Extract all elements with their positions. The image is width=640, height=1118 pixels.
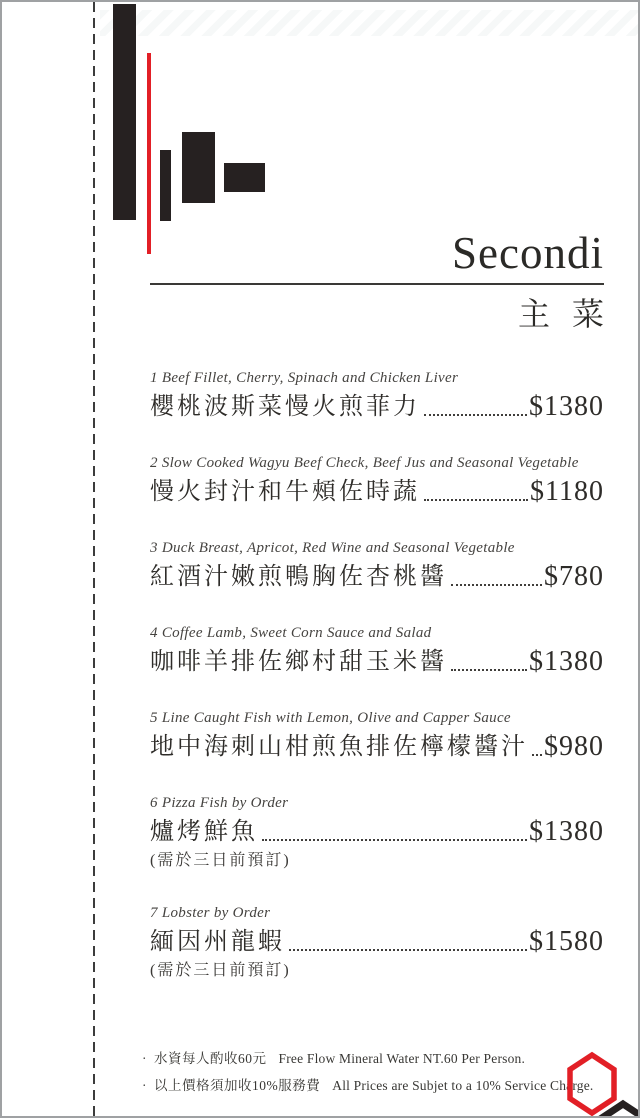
dotted-leader bbox=[532, 754, 542, 756]
dotted-leader bbox=[451, 669, 527, 671]
item-description: 4 Coffee Lamb, Sweet Corn Sauce and Salad bbox=[150, 625, 432, 641]
menu-item bbox=[150, 369, 604, 422]
footer-note-zh: 水資每人酌收60元 bbox=[154, 1051, 267, 1066]
decor-red-stroke bbox=[147, 53, 151, 254]
item-price: $1380 bbox=[529, 646, 604, 677]
menu-item bbox=[150, 904, 604, 982]
item-description: 2 Slow Cooked Wagyu Beef Check, Beef Jus and Seasonal Vegetable bbox=[150, 455, 579, 471]
page-title: Secondi bbox=[452, 228, 604, 278]
dotted-leader bbox=[451, 584, 542, 586]
dotted-leader bbox=[424, 499, 528, 501]
dish-name-zh: 地中海刺山柑煎魚排佐檸檬醬汁 bbox=[150, 734, 528, 760]
item-description: 5 Line Caught Fish with Lemon, Olive and Capper Sauce bbox=[150, 710, 511, 726]
page-title-zh: 主菜 bbox=[517, 296, 626, 332]
item-description: 7 Lobster by Order bbox=[150, 905, 271, 921]
footer-notes bbox=[142, 1049, 598, 1096]
title-divider bbox=[150, 283, 604, 285]
item-description: 1 Beef Fillet, Cherry, Spinach and Chicken Liver bbox=[150, 370, 459, 386]
preorder-note: (需於三日前預訂) bbox=[150, 852, 291, 869]
item-price: $1180 bbox=[530, 476, 604, 507]
item-description: 3 Duck Breast, Apricot, Red Wine and Seasonal Vegetable bbox=[150, 540, 515, 556]
dish-name-zh: 爐烤鮮魚 bbox=[150, 819, 258, 845]
item-row bbox=[150, 562, 604, 592]
footer-note bbox=[142, 1076, 598, 1096]
item-description: 6 Pizza Fish by Order bbox=[150, 795, 289, 811]
dotted-leader bbox=[289, 949, 527, 951]
decor-bar-tall bbox=[113, 4, 136, 220]
preorder-note: (需於三日前預訂) bbox=[150, 962, 291, 979]
footer-note-en: Free Flow Mineral Water NT.60 Per Person. bbox=[278, 1051, 526, 1066]
dotted-leader bbox=[262, 839, 527, 841]
bullet-icon: · bbox=[142, 1078, 147, 1093]
decor-bar-wide bbox=[224, 163, 265, 192]
item-price: $980 bbox=[544, 731, 604, 762]
item-row bbox=[150, 647, 604, 677]
item-price: $780 bbox=[544, 561, 604, 592]
bullet-icon: · bbox=[142, 1051, 147, 1066]
hexagon-logo-icon bbox=[560, 1047, 640, 1118]
item-row bbox=[150, 477, 604, 507]
dish-name-zh: 咖啡羊排佐鄉村甜玉米醬 bbox=[150, 649, 447, 675]
left-dashed-rule bbox=[93, 2, 95, 1116]
item-row bbox=[150, 817, 604, 847]
item-row bbox=[150, 732, 604, 762]
item-row bbox=[150, 927, 604, 957]
footer-note bbox=[142, 1049, 598, 1069]
menu-item bbox=[150, 454, 604, 507]
red-hexagon-outline bbox=[570, 1055, 614, 1113]
menu-item bbox=[150, 624, 604, 677]
dish-name-zh: 櫻桃波斯菜慢火煎菲力 bbox=[150, 394, 420, 420]
item-price: $1380 bbox=[529, 816, 604, 847]
dish-name-zh: 慢火封汁和牛頰佐時蔬 bbox=[150, 479, 420, 505]
item-row bbox=[150, 392, 604, 422]
decor-bar-medium bbox=[182, 132, 215, 203]
decor-bar-small bbox=[160, 150, 171, 221]
footer-note-en: All Prices are Subjet to a 10% Service Charge. bbox=[332, 1078, 594, 1093]
menu-item bbox=[150, 539, 604, 592]
menu-list bbox=[150, 369, 604, 1014]
menu-item bbox=[150, 794, 604, 872]
item-price: $1380 bbox=[529, 391, 604, 422]
scan-artifact-band bbox=[100, 10, 638, 36]
dish-name-zh: 紅酒汁嫩煎鴨胸佐杏桃醬 bbox=[150, 564, 447, 590]
footer-note-zh: 以上價格須加收10%服務費 bbox=[154, 1078, 321, 1093]
menu-item bbox=[150, 709, 604, 762]
dotted-leader bbox=[424, 414, 527, 416]
item-price: $1580 bbox=[529, 926, 604, 957]
dish-name-zh: 緬因州龍蝦 bbox=[150, 929, 285, 955]
